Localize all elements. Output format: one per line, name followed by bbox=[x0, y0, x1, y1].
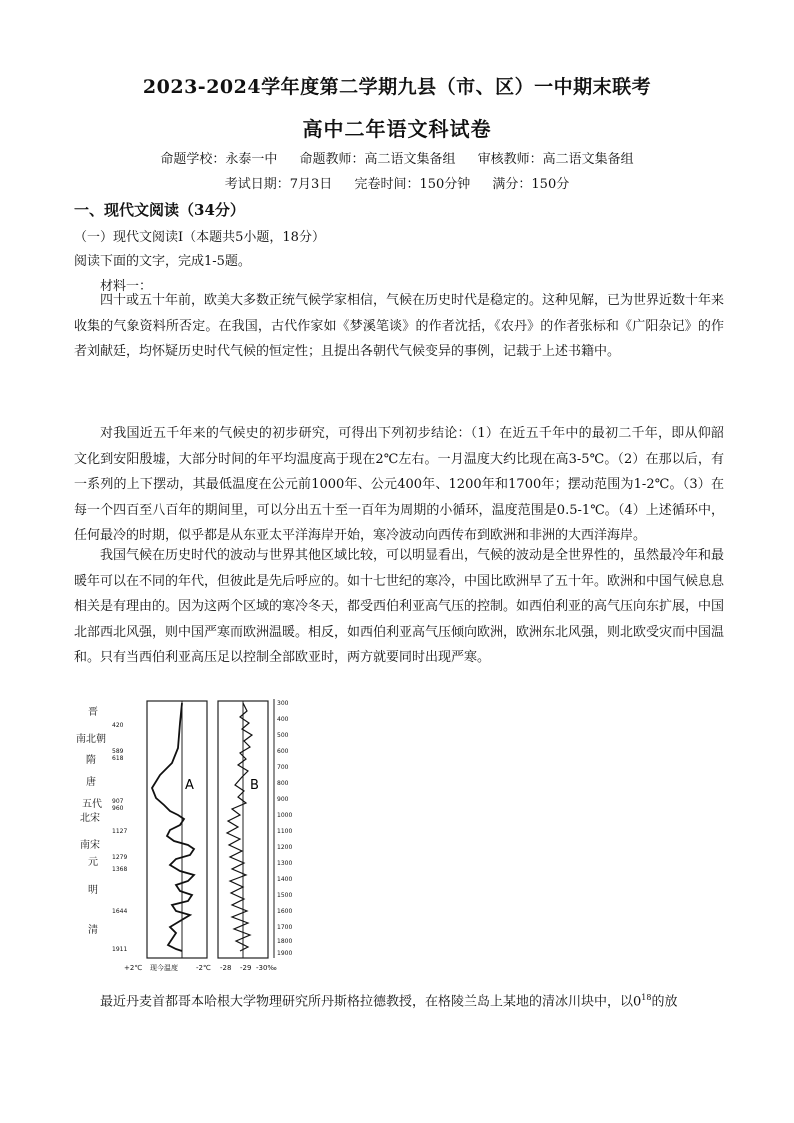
year-label: 700 bbox=[277, 764, 289, 771]
year-label: 1900 bbox=[277, 950, 293, 957]
year-label: 500 bbox=[277, 732, 289, 739]
paragraph-4-text: 最近丹麦首都哥本哈根大学物理研究所丹斯格拉德教授，在格陵兰岛上某地的清冰川块中，以0 bbox=[100, 994, 642, 1010]
year-label: 1500 bbox=[277, 892, 293, 899]
dynasty-label: 五代 bbox=[82, 799, 102, 810]
year-label: 1000 bbox=[277, 812, 293, 819]
year-label: 1911 bbox=[112, 946, 128, 953]
dynasty-labels bbox=[76, 706, 106, 936]
paragraph-2: 对我国近五千年来的气候史的初步研究，可得出下列初步结论：（1）在近五千年中的最初二千年，即从仰韶文化到安阳殷墟，大部分时间的年平均温度高于现在2℃左右。一月温度大约比现在高3-5℃。（2）在那以后，有一系列的上下摆动，其最低温度在公元前1000年、公元400年、1200年和1700年；摆动范围为1-2℃。（3）在每一个四百至八百年的期间里，可以分出五十至一百年为周期的小循环，温度范围是0.5-1℃。（4）上述循环中，任何最冷的时期，似乎都是从东亚太平洋海岸开始，寒冷波动向西传布到欧洲和非洲的大西洋海岸。 bbox=[74, 426, 724, 543]
axis-b-label: -28 bbox=[220, 964, 232, 972]
label-b: B bbox=[250, 778, 259, 793]
paragraph-4 bbox=[74, 985, 724, 1015]
curve-a bbox=[152, 703, 194, 951]
isotope-superscript: 18 bbox=[641, 993, 652, 1002]
year-label: 589 bbox=[112, 748, 124, 755]
year-label: 1100 bbox=[277, 828, 293, 835]
year-label: 960 bbox=[112, 805, 124, 812]
year-label: 618 bbox=[112, 755, 124, 762]
year-label: 420 bbox=[112, 722, 124, 729]
axis-b-label: -29 bbox=[240, 964, 252, 972]
year-label: 300 bbox=[277, 700, 289, 707]
label-a: A bbox=[185, 778, 194, 793]
paragraph-4-tail: 的放 bbox=[651, 994, 678, 1010]
dynasty-label: 南宋 bbox=[80, 840, 100, 851]
year-label: 907 bbox=[112, 798, 124, 805]
meta-duration: 完卷时间：150分钟 bbox=[354, 177, 471, 192]
year-label: 400 bbox=[277, 716, 289, 723]
dynasty-label: 唐 bbox=[86, 777, 96, 788]
year-label: 1700 bbox=[277, 924, 293, 931]
year-label: 600 bbox=[277, 748, 289, 755]
year-label: 800 bbox=[277, 780, 289, 787]
section-title: 一、现代文阅读（34分） bbox=[74, 201, 245, 219]
curve-b bbox=[227, 703, 252, 951]
year-label: 1200 bbox=[277, 844, 293, 851]
bottom-axis-labels bbox=[124, 963, 277, 972]
subsection-title: （一）现代文阅读Ⅰ（本题共5小题，18分） bbox=[74, 230, 325, 245]
right-year-labels bbox=[277, 700, 292, 957]
paragraph-1: 四十或五十年前，欧美大多数正统气候学家相信，气候在历史时代是稳定的。这种见解，已为世界近数十年来收集的气象资料所否定。在我国，古代作家如《梦溪笔谈》的作者沈括，《农丹》的作者张标和《广阳杂记》的作者刘献廷，均怀疑历史时代气候的恒定性；且提出各朝代气候变异的事例，记载于上述书籍中。 bbox=[74, 293, 725, 359]
year-label: 1644 bbox=[112, 908, 128, 915]
meta-reviewer: 审核教师：高二语文集备组 bbox=[477, 152, 634, 167]
year-label: 1400 bbox=[277, 876, 293, 883]
exam-meta-time bbox=[0, 173, 794, 192]
axis-a-label: 现今温度 bbox=[150, 964, 178, 972]
year-label: 1279 bbox=[112, 854, 128, 861]
year-label: 1300 bbox=[277, 860, 293, 867]
year-label: 1600 bbox=[277, 908, 293, 915]
meta-score: 满分：150分 bbox=[492, 177, 570, 192]
dynasty-label: 明 bbox=[88, 885, 98, 896]
year-label: 1127 bbox=[112, 828, 128, 835]
dynasty-label: 元 bbox=[88, 857, 98, 868]
reading-instruction: 阅读下面的文字，完成1-5题。 bbox=[74, 254, 251, 269]
climate-figure bbox=[72, 693, 304, 975]
left-year-labels bbox=[112, 722, 127, 953]
axis-a-label: -2℃ bbox=[196, 964, 211, 972]
dynasty-label: 晋 bbox=[88, 707, 98, 718]
paragraph-3: 我国气候在历史时代的波动与世界其他区域比较，可以明显看出，气候的波动是全世界性的，虽然最冷年和最暖年可以在不同的年代，但彼此是先后呼应的。如十七世纪的寒冷，中国比欧洲早了五十年。欧洲和中国气候息息相关是有理由的。因为这两个区域的寒冷冬天，都受西伯利亚高气压的控制。如西伯利亚的高气压向东扩展，中国北部西北风强，则中国严寒而欧洲温暖。相反，如西伯利亚高气压倾向欧洲，欧洲东北风强，则北欧受灾而中国温和。只有当西伯利亚高压足以控制全部欧亚时，两方就要同时出现严寒。 bbox=[74, 548, 725, 665]
year-label: 900 bbox=[277, 796, 289, 803]
meta-teacher: 命题教师：高二语文集备组 bbox=[299, 152, 456, 167]
dynasty-label: 北宋 bbox=[80, 813, 100, 824]
axis-b-label: -30‰ bbox=[256, 964, 277, 972]
exam-meta-authors bbox=[0, 148, 794, 167]
year-label: 1368 bbox=[112, 866, 128, 873]
meta-school: 命题学校：永泰一中 bbox=[160, 152, 278, 167]
material-label: 材料一： bbox=[100, 279, 153, 294]
dynasty-label: 隋 bbox=[86, 755, 96, 766]
exam-subtitle: 高中二年语文科试卷 bbox=[302, 117, 492, 141]
dynasty-label: 清 bbox=[88, 925, 98, 936]
year-label: 1800 bbox=[277, 938, 293, 945]
exam-title: 2023-2024学年度第二学期九县（市、区）一中期末联考 bbox=[142, 76, 652, 98]
axis-a-label: +2℃ bbox=[124, 964, 143, 972]
meta-date: 考试日期：7月3日 bbox=[224, 177, 333, 192]
dynasty-label: 南北朝 bbox=[76, 734, 106, 745]
